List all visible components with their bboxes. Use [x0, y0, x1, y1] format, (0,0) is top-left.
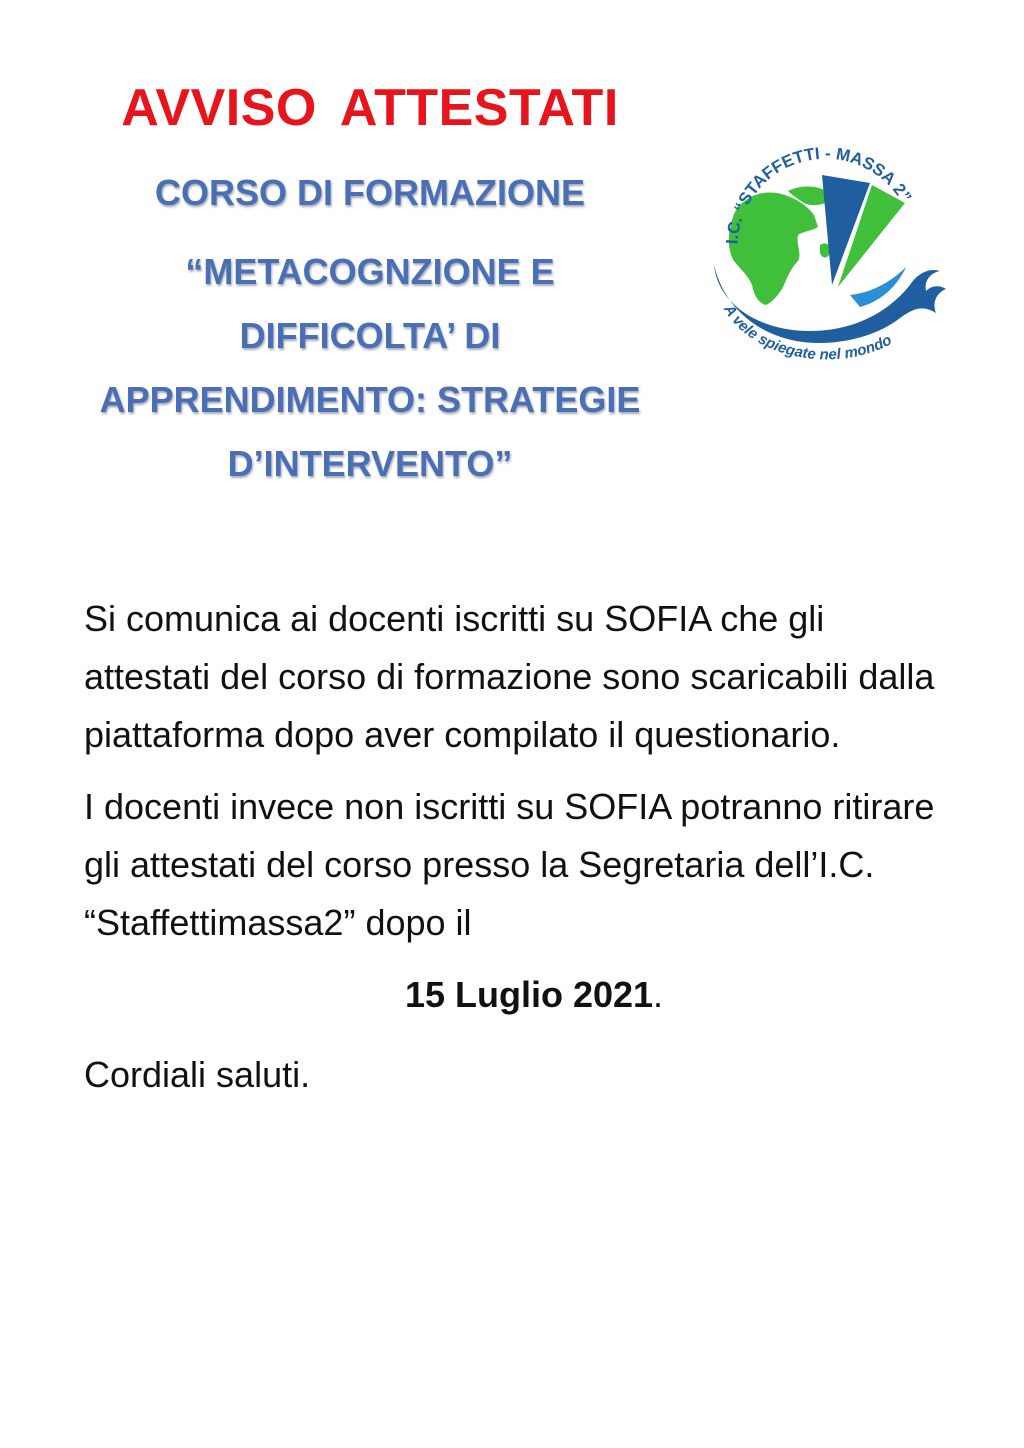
- school-logo: [700, 135, 950, 375]
- course-label: CORSO DI FORMAZIONE: [155, 172, 585, 213]
- notice-body: [84, 590, 944, 1104]
- logo-top-text: I.C. “STAFFETTI - MASSA 2”: [722, 143, 916, 245]
- course-title: [80, 240, 660, 496]
- course-title-line: “METACOGNZIONE E: [185, 251, 555, 292]
- paragraph-1: Si comunica ai docenti iscritti su SOFIA che gli attestati del corso di formazione sono scaricabili dalla piattaforma dopo aver compilato il questionario.: [84, 598, 935, 755]
- notice-title: AVVISO ATTESTATI: [121, 79, 619, 137]
- course-title-line: DIFFICOLTA’ DI: [239, 315, 501, 356]
- deadline-date: 15 Luglio 2021: [404, 974, 654, 1015]
- date-period: .: [653, 974, 664, 1015]
- closing-line: Cordiali saluti.: [84, 1054, 311, 1095]
- date-line: [84, 966, 944, 1024]
- course-heading: [80, 170, 660, 496]
- globe-icon: [729, 187, 831, 306]
- logo-motto: A vele spiegate nel mondo: [720, 301, 895, 364]
- course-title-line: D’INTERVENTO”: [227, 443, 513, 484]
- course-title-line: APPRENDIMENTO: STRATEGIE: [99, 379, 641, 420]
- paragraph-2: I docenti invece non iscritti su SOFIA potranno ritirare gli attestati del corso presso la Segretaria dell’I.C. “Staffettimassa2” dopo il: [84, 786, 935, 943]
